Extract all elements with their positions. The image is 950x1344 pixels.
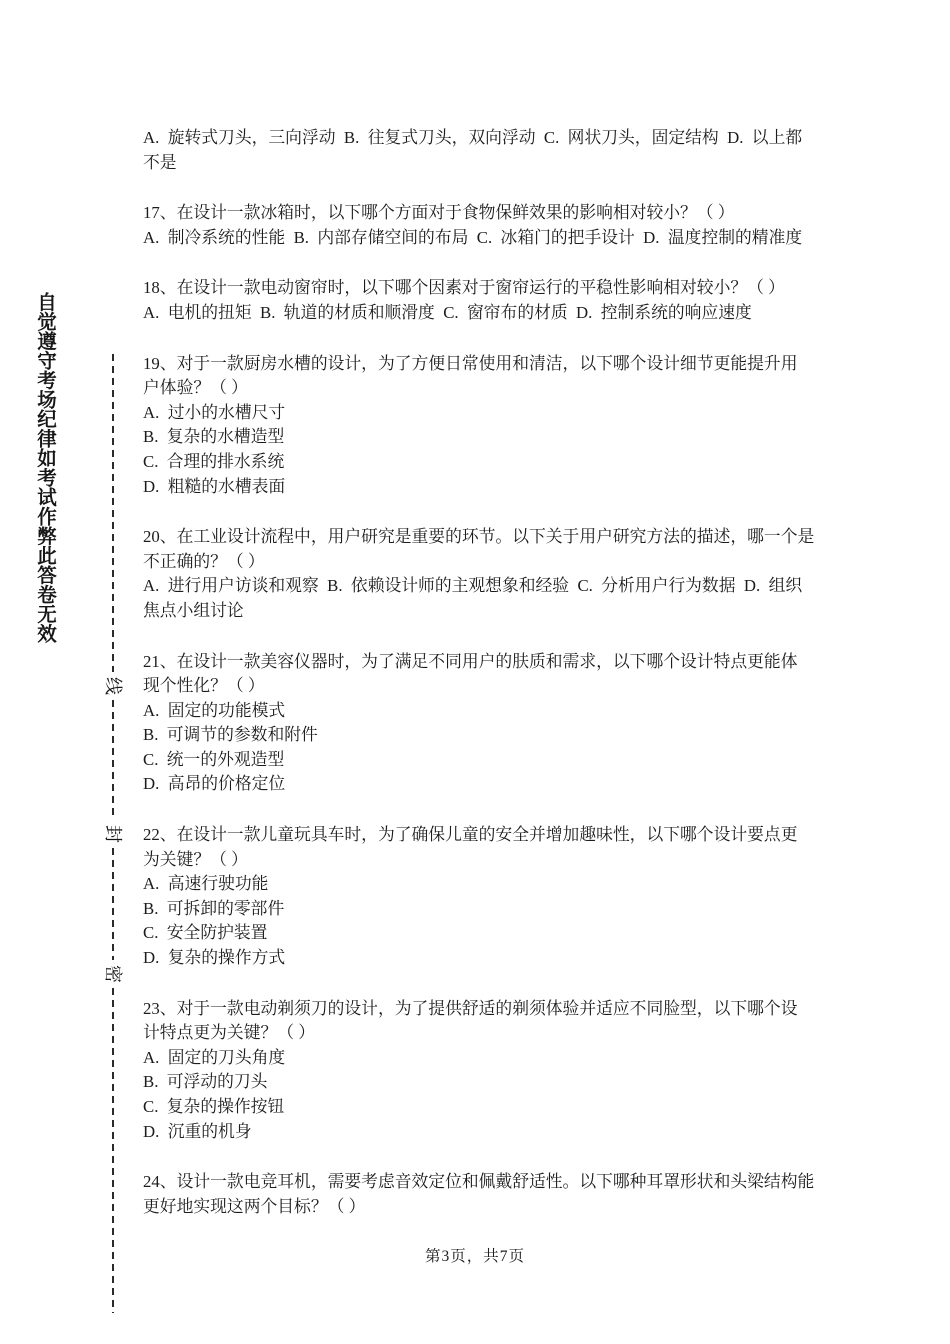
question-line: B. 复杂的水槽造型 — [143, 427, 285, 447]
question-line: A. 高速行驶功能 — [143, 874, 269, 894]
seal-char-xian: 线 — [103, 677, 123, 695]
question-block — [143, 997, 880, 1145]
question-line: D. 粗糙的水槽表面 — [143, 476, 286, 496]
question-line: 17、在设计一款冰箱时，以下哪个方面对于食物保鲜效果的影响相对较小？（ ） — [143, 203, 735, 223]
question-block — [143, 823, 880, 971]
seal-char-mi: 密 — [103, 965, 123, 983]
question-line: 18、在设计一款电动窗帘时，以下哪个因素对于窗帘运行的平稳性影响相对较小？（ ） — [143, 278, 785, 298]
question-line: C. 复杂的操作按钮 — [143, 1097, 285, 1116]
question-line: C. 统一的外观造型 — [143, 749, 285, 769]
question-line: 24、设计一款电竞耳机，需要考虑音效定位和佩戴舒适性。以下哪种耳罩形状和头梁结构能 — [143, 1172, 815, 1192]
seal-line — [103, 354, 123, 1313]
question-line: 为关键？（ ） — [143, 849, 248, 869]
question-line: 焦点小组讨论 — [143, 600, 244, 620]
question-line: 不正确的？（ ） — [143, 551, 265, 571]
seal-char-feng: 封 — [103, 825, 123, 843]
question-line: A. 进行用户访谈和观察 B. 依赖设计师的主观想象和经验 C. 分析用户行为数据 D. 组织 — [143, 576, 803, 596]
seal-line-segment — [112, 700, 114, 820]
question-block — [143, 352, 880, 500]
question-line: A. 旋转式刀头，三向浮动 B. 往复式刀头，双向浮动 C. 网状刀头，固定结构 D. 以上都 — [143, 128, 803, 147]
seal-line-segment — [112, 354, 114, 672]
question-line: B. 可拆卸的零部件 — [143, 898, 285, 918]
question-line: D. 高昂的价格定位 — [143, 774, 286, 794]
question-line: C. 合理的排水系统 — [143, 451, 285, 471]
question-line: B. 可浮动的刀头 — [143, 1072, 268, 1092]
question-line: 更好地实现这两个目标？（ ） — [143, 1196, 366, 1216]
question-line: B. 可调节的参数和附件 — [143, 725, 318, 745]
question-line: 不是 — [143, 152, 177, 172]
question-line: A. 电机的扭矩 B. 轨道的材质和顺滑度 C. 窗帘布的材质 D. 控制系统的响应速度 — [143, 302, 752, 322]
question-line: A. 制冷系统的性能 B. 内部存储空间的布局 C. 冰箱门的把手设计 D. 温度控制的精准度 — [143, 227, 803, 247]
questions-area — [143, 126, 880, 1245]
question-line: 现个性化？（ ） — [143, 676, 265, 696]
question-line: 户体验？（ ） — [143, 378, 248, 398]
question-block — [143, 525, 880, 623]
page-number-footer: 第3页，共7页 — [424, 1248, 525, 1265]
exam-discipline-warning-text: 自觉遵守考场纪律如考试作弊此答卷无效 — [34, 292, 55, 643]
question-line: A. 过小的水槽尺寸 — [143, 402, 286, 422]
question-line: D. 沉重的机身 — [143, 1121, 252, 1141]
question-line: 21、在设计一款美容仪器时，为了满足不同用户的肤质和需求，以下哪个设计特点更能体 — [143, 651, 798, 671]
question-line: D. 复杂的操作方式 — [143, 948, 286, 968]
question-line: C. 安全防护装置 — [143, 923, 268, 943]
question-block — [143, 1170, 880, 1219]
question-line: A. 固定的功能模式 — [143, 700, 286, 720]
question-line: A. 固定的刀头角度 — [143, 1047, 286, 1067]
question-line: 20、在工业设计流程中，用户研究是重要的环节。以下关于用户研究方法的描述，哪一个是 — [143, 527, 815, 547]
question-line: 22、在设计一款儿童玩具车时，为了确保儿童的安全并增加趣味性，以下哪个设计要点更 — [143, 825, 798, 845]
question-block — [143, 201, 880, 250]
question-line: 计特点更为关键？（ ） — [143, 1023, 316, 1043]
question-block — [143, 276, 880, 325]
question-block — [143, 650, 880, 798]
question-block — [143, 126, 880, 175]
question-line: 19、对于一款厨房水槽的设计，为了方便日常使用和清洁，以下哪个设计细节更能提升用 — [143, 353, 798, 373]
seal-line-segment — [112, 848, 114, 960]
question-line: 23、对于一款电动剃须刀的设计，为了提供舒适的剃须体验并适应不同脸型，以下哪个设 — [143, 998, 798, 1018]
